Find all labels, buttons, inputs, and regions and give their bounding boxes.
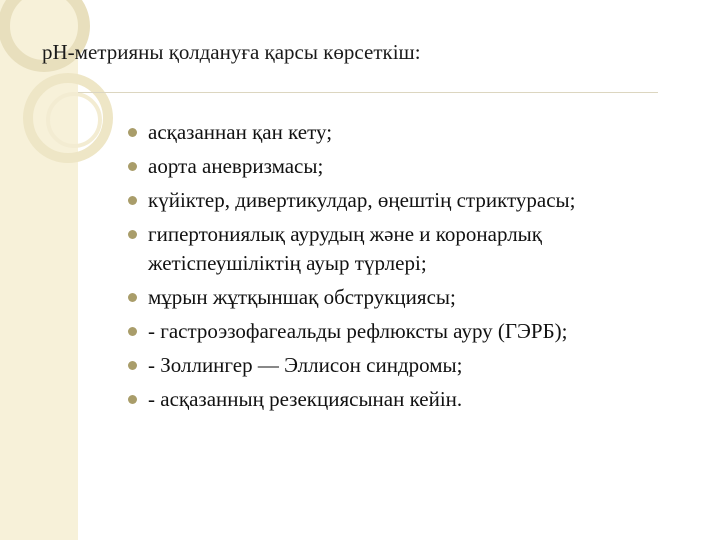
bullet-item <box>128 283 688 312</box>
bullet-item <box>128 220 688 278</box>
bullet-dot-icon <box>128 128 137 137</box>
bullet-item <box>128 186 688 215</box>
bullet-item <box>128 317 688 346</box>
bullet-dot-icon <box>128 196 137 205</box>
bullet-item <box>128 152 688 181</box>
bullet-dot-icon <box>128 361 137 370</box>
bullet-text: гипертониялық аурудың және и коронарлық жетіспеушіліктің ауыр түрлері; <box>148 222 542 275</box>
bullet-text: күйіктер, дивертикулдар, өңештің стриктурасы; <box>148 188 576 212</box>
slide-title: рН-метрияны қолдануға қарсы көрсеткіш: <box>42 40 421 64</box>
bullet-text: - Золлингер — Эллисон синдромы; <box>148 353 463 377</box>
bullet-dot-icon <box>128 327 137 336</box>
decorative-ring-inner <box>48 94 100 146</box>
bullet-list <box>128 118 688 419</box>
bullet-dot-icon <box>128 395 137 404</box>
bullet-text: аорта аневризмасы; <box>148 154 324 178</box>
bullet-item <box>128 351 688 380</box>
bullet-dot-icon <box>128 162 137 171</box>
title-divider <box>78 92 658 93</box>
bullet-text: асқазаннан қан кету; <box>148 120 333 144</box>
bullet-item <box>128 385 688 414</box>
bullet-text: - гастроэзофагеальды рефлюксты ауру (ГЭРБ); <box>148 319 568 343</box>
bullet-text: - асқазанның резекциясынан кейін. <box>148 387 463 411</box>
bullet-text: мұрын жұтқыншақ обструкциясы; <box>148 285 456 309</box>
bullet-dot-icon <box>128 293 137 302</box>
bullet-item <box>128 118 688 147</box>
bullet-dot-icon <box>128 230 137 239</box>
